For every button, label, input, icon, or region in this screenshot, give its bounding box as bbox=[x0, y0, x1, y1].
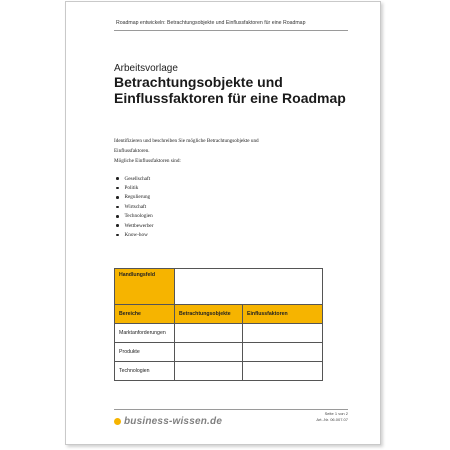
running-header: Roadmap entwickeln: Betrachtungsobjekte und Einflussfaktoren für eine Roadmap bbox=[116, 20, 306, 26]
column-header: Bereiche bbox=[115, 305, 175, 324]
bullet-icon bbox=[116, 234, 119, 237]
list-item bbox=[114, 193, 153, 202]
factor-label: Politik bbox=[124, 185, 139, 192]
logo-text: business-wissen.de bbox=[124, 416, 223, 427]
factor-label: Wettbewerber bbox=[124, 222, 154, 229]
factor-list bbox=[114, 174, 153, 240]
field-label-cell: Handlungsfeld bbox=[115, 269, 175, 305]
input-cell[interactable] bbox=[243, 343, 323, 362]
template-label: Arbeitsvorlage bbox=[114, 63, 178, 74]
footer-divider bbox=[114, 409, 348, 410]
input-cell[interactable] bbox=[175, 362, 243, 381]
input-cell[interactable] bbox=[175, 343, 243, 362]
table-row bbox=[115, 269, 323, 305]
bullet-icon bbox=[116, 215, 119, 218]
worksheet-table bbox=[114, 268, 323, 381]
bullet-icon bbox=[116, 196, 119, 199]
row-label-cell: Marktanforderungen bbox=[115, 324, 175, 343]
column-header: Betrachtungsobjekte bbox=[175, 305, 243, 324]
field-input-cell[interactable] bbox=[175, 269, 323, 305]
table-row bbox=[115, 362, 323, 381]
intro-line: Identifizieren und beschreiben Sie mögliche Betrachtungsobjekte und bbox=[114, 138, 259, 144]
list-item bbox=[114, 183, 153, 192]
table-row bbox=[115, 324, 323, 343]
input-cell[interactable] bbox=[243, 362, 323, 381]
bullet-icon bbox=[116, 206, 119, 209]
intro-text bbox=[114, 136, 354, 156]
factor-label: Wirtschaft bbox=[124, 203, 147, 210]
list-item bbox=[114, 212, 153, 221]
list-item bbox=[114, 202, 153, 211]
intro-line: Einflussfaktoren. bbox=[114, 148, 150, 154]
list-item bbox=[114, 230, 153, 239]
factors-heading: Mögliche Einflussfaktoren sind: bbox=[114, 158, 181, 164]
document-page bbox=[65, 1, 381, 445]
bullet-icon bbox=[116, 177, 119, 180]
factor-label: Gesellschaft bbox=[124, 175, 151, 182]
input-cell[interactable] bbox=[175, 324, 243, 343]
factor-label: Regulierung bbox=[124, 194, 151, 201]
bullet-icon bbox=[116, 187, 119, 190]
factor-label: Know-how bbox=[124, 232, 148, 239]
logo-dot-icon bbox=[114, 418, 121, 425]
column-header: Einflussfaktoren bbox=[243, 305, 323, 324]
header-divider bbox=[114, 30, 348, 31]
table-row bbox=[115, 343, 323, 362]
row-label-cell: Technologien bbox=[115, 362, 175, 381]
page-number: Seite 1 von 2 bbox=[324, 411, 348, 416]
document-title: Betrachtungsobjekte und Einflussfaktoren für eine Roadmap bbox=[114, 74, 346, 106]
input-cell[interactable] bbox=[243, 324, 323, 343]
list-item bbox=[114, 174, 153, 183]
brand-logo bbox=[114, 416, 222, 427]
factor-label: Technologien bbox=[124, 213, 153, 220]
article-number: Art.-Nr. 06.007.07 bbox=[316, 417, 348, 422]
row-label-cell: Produkte bbox=[115, 343, 175, 362]
table-header-row bbox=[115, 305, 323, 324]
bullet-icon bbox=[116, 224, 119, 227]
page-info bbox=[294, 411, 348, 423]
list-item bbox=[114, 221, 153, 230]
